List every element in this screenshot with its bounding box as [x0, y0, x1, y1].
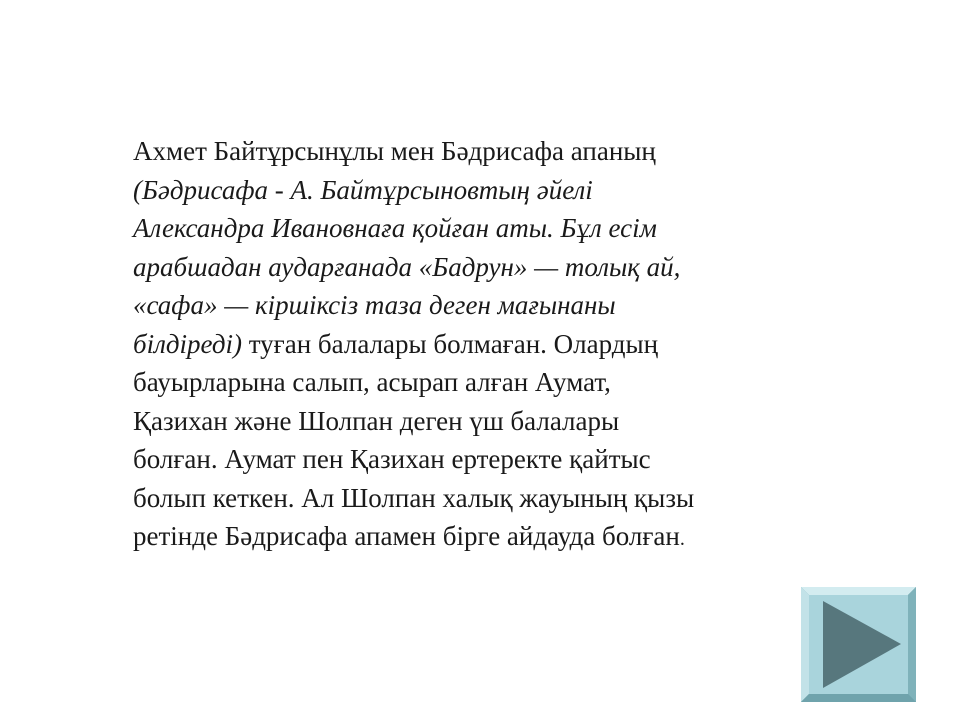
button-bevel-bottom	[801, 694, 916, 702]
text-line-8: Қазихан және Шолпан деген үш балалары	[133, 405, 620, 436]
button-bevel-top	[801, 587, 916, 595]
play-triangle-icon	[801, 587, 916, 702]
text-line-10: болып кеткен. Ал Шолпан халық жауының қызы	[133, 482, 695, 513]
text-line-6-regular-part: туған балалары болмаған. Олардың	[241, 328, 659, 359]
text-line-9: болған. Аумат пен Қазихан ертеректе қайтыс	[133, 444, 651, 474]
text-line-3: Александра Ивановнаға қойған аты. Бұл есім	[133, 213, 657, 243]
text-line-6-italic-part: білдіреді)	[133, 328, 242, 359]
button-bevel-right	[908, 587, 916, 702]
next-slide-button[interactable]	[801, 587, 916, 702]
text-line-1: Ахмет Байтұрсынұлы мен Бәдрисафа апаның	[133, 136, 656, 166]
body-text	[133, 132, 833, 559]
text-line-4: арабшадан аударғанада «Бадрун» — толық ай,	[133, 251, 681, 282]
text-line-11: ретінде Бәдрисафа апамен бірге айдауда болған.	[133, 521, 685, 551]
button-bevel-left	[801, 587, 809, 702]
text-line-7: бауырларына салып, асырап алған Аумат,	[133, 367, 611, 397]
text-line-11-final-period: .	[679, 528, 685, 550]
text-line-5: «сафа» — кіршіксіз таза деген мағынаны	[133, 290, 616, 320]
text-line-2: (Бәдрисафа - А. Байтұрсыновтың әйелі	[133, 174, 593, 205]
text-line-6	[133, 325, 833, 364]
